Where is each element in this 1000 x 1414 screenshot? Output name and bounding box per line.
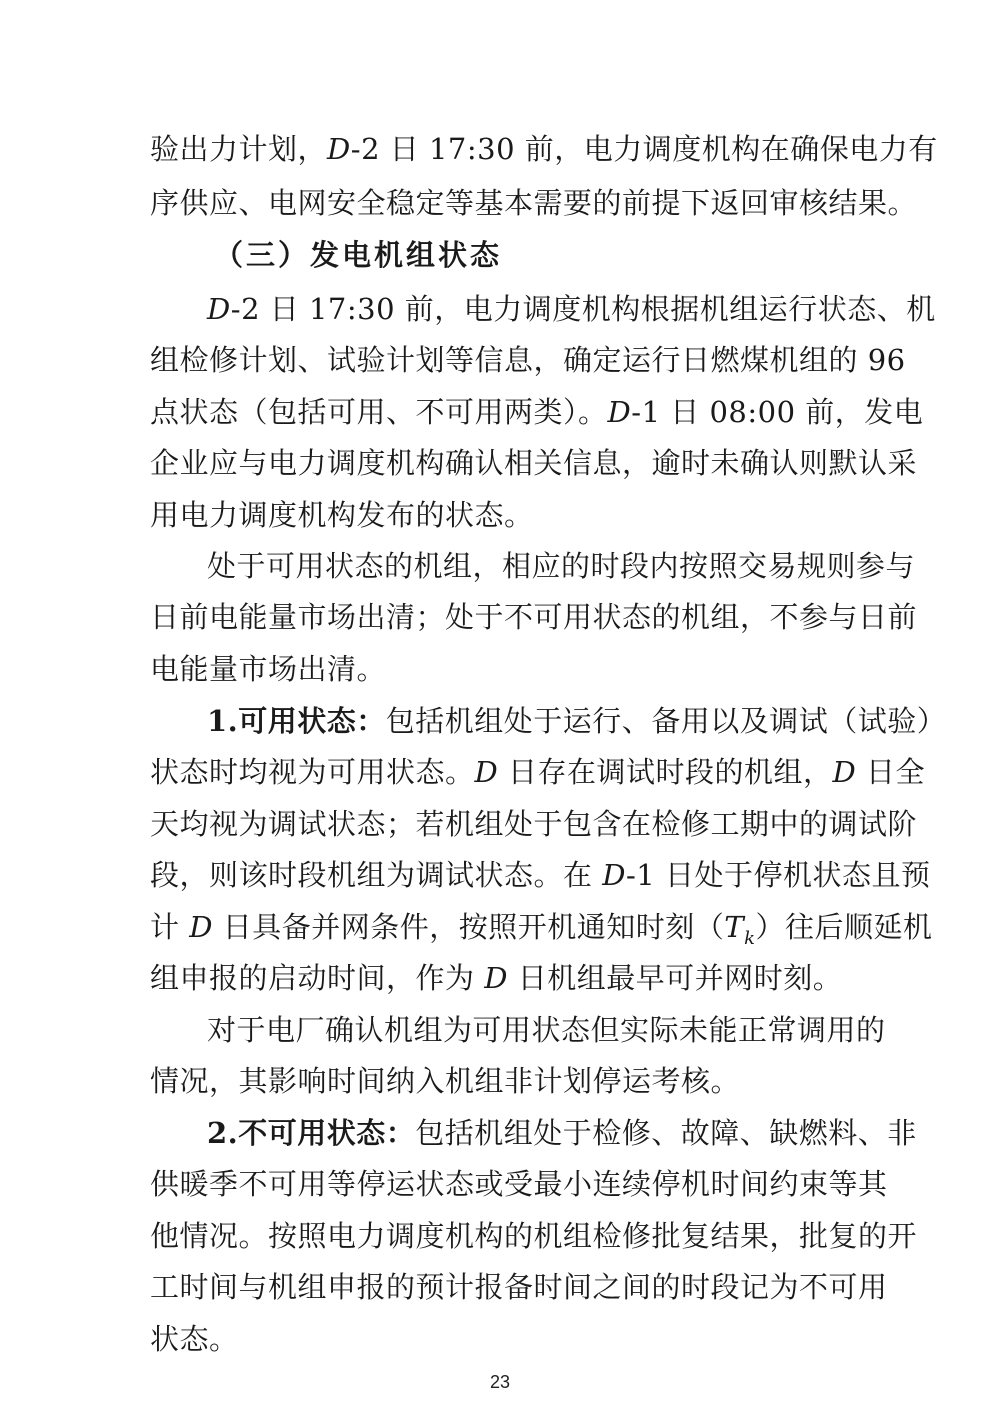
paragraph-line: 供暖季不可用等停运状态或受最小连续停机时间约束等其 [150, 1167, 888, 1201]
paragraph-line: 天均视为调试状态；若机组处于包含在检修工期中的调试阶 [150, 807, 918, 841]
paragraph-line: 电能量市场出清。 [150, 652, 387, 686]
paragraph-line: 用电力调度机构发布的状态。 [150, 498, 534, 532]
paragraph-line: 组申报的启动时间，作为 D 日机组最早可并网时刻。 [150, 961, 843, 995]
paragraph-line: D-2 日 17:30 前，电力调度机构根据机组运行状态、机 [207, 292, 936, 326]
paragraph-line: 计 D 日具备并网条件，按照开机通知时刻$(T_k)$往后顺延机 [150, 910, 933, 949]
paragraph-line: 组检修计划、试验计划等信息，确定运行日燃煤机组的 96 [150, 343, 906, 377]
paragraph-line: 序供应、电网安全稳定等基本需要的前提下返回审核结果。 [150, 186, 918, 220]
paragraph-line: 状态时均视为可用状态。D 日存在调试时段的机组，D 日全 [150, 755, 925, 789]
paragraph-line: 段，则该时段机组为调试状态。在 D-1 日处于停机状态且预 [150, 858, 931, 892]
section-heading: （三）发电机组状态 [214, 238, 503, 272]
paragraph-line: 1.可用状态：包括机组处于运行、备用以及调试（试验） [207, 704, 947, 738]
paragraph-line: 验出力计划，D-2 日 17:30 前，电力调度机构在确保电力有 [150, 132, 938, 166]
paragraph-line: 点状态（包括可用、不可用两类）。D-1 日 08:00 前，发电 [150, 395, 924, 429]
paragraph-line: 情况，其影响时间纳入机组非计划停运考核。 [150, 1064, 741, 1098]
paragraph-line: 工时间与机组申报的预计报备时间之间的时段记为不可用 [150, 1270, 888, 1304]
paragraph-line: 企业应与电力调度机构确认相关信息，逾时未确认则默认采 [150, 446, 918, 480]
paragraph-line: 对于电厂确认机组为可用状态但实际未能正常调用的 [207, 1013, 886, 1047]
paragraph-line: 处于可用状态的机组，相应的时段内按照交易规则参与 [207, 549, 916, 583]
subheading-unavailable: 2.不可用状态： [207, 1116, 416, 1150]
paragraph-line: 他情况。按照电力调度机构的机组检修批复结果，批复的开 [150, 1219, 918, 1253]
paragraph-line: 状态。 [150, 1322, 239, 1356]
paragraph-line: 日前电能量市场出清；处于不可用状态的机组，不参与日前 [150, 600, 918, 634]
paragraph-line: 2.不可用状态：包括机组处于检修、故障、缺燃料、非 [207, 1116, 917, 1150]
page-number: 23 [489, 1372, 511, 1392]
subheading-available: 1.可用状态： [207, 704, 386, 738]
